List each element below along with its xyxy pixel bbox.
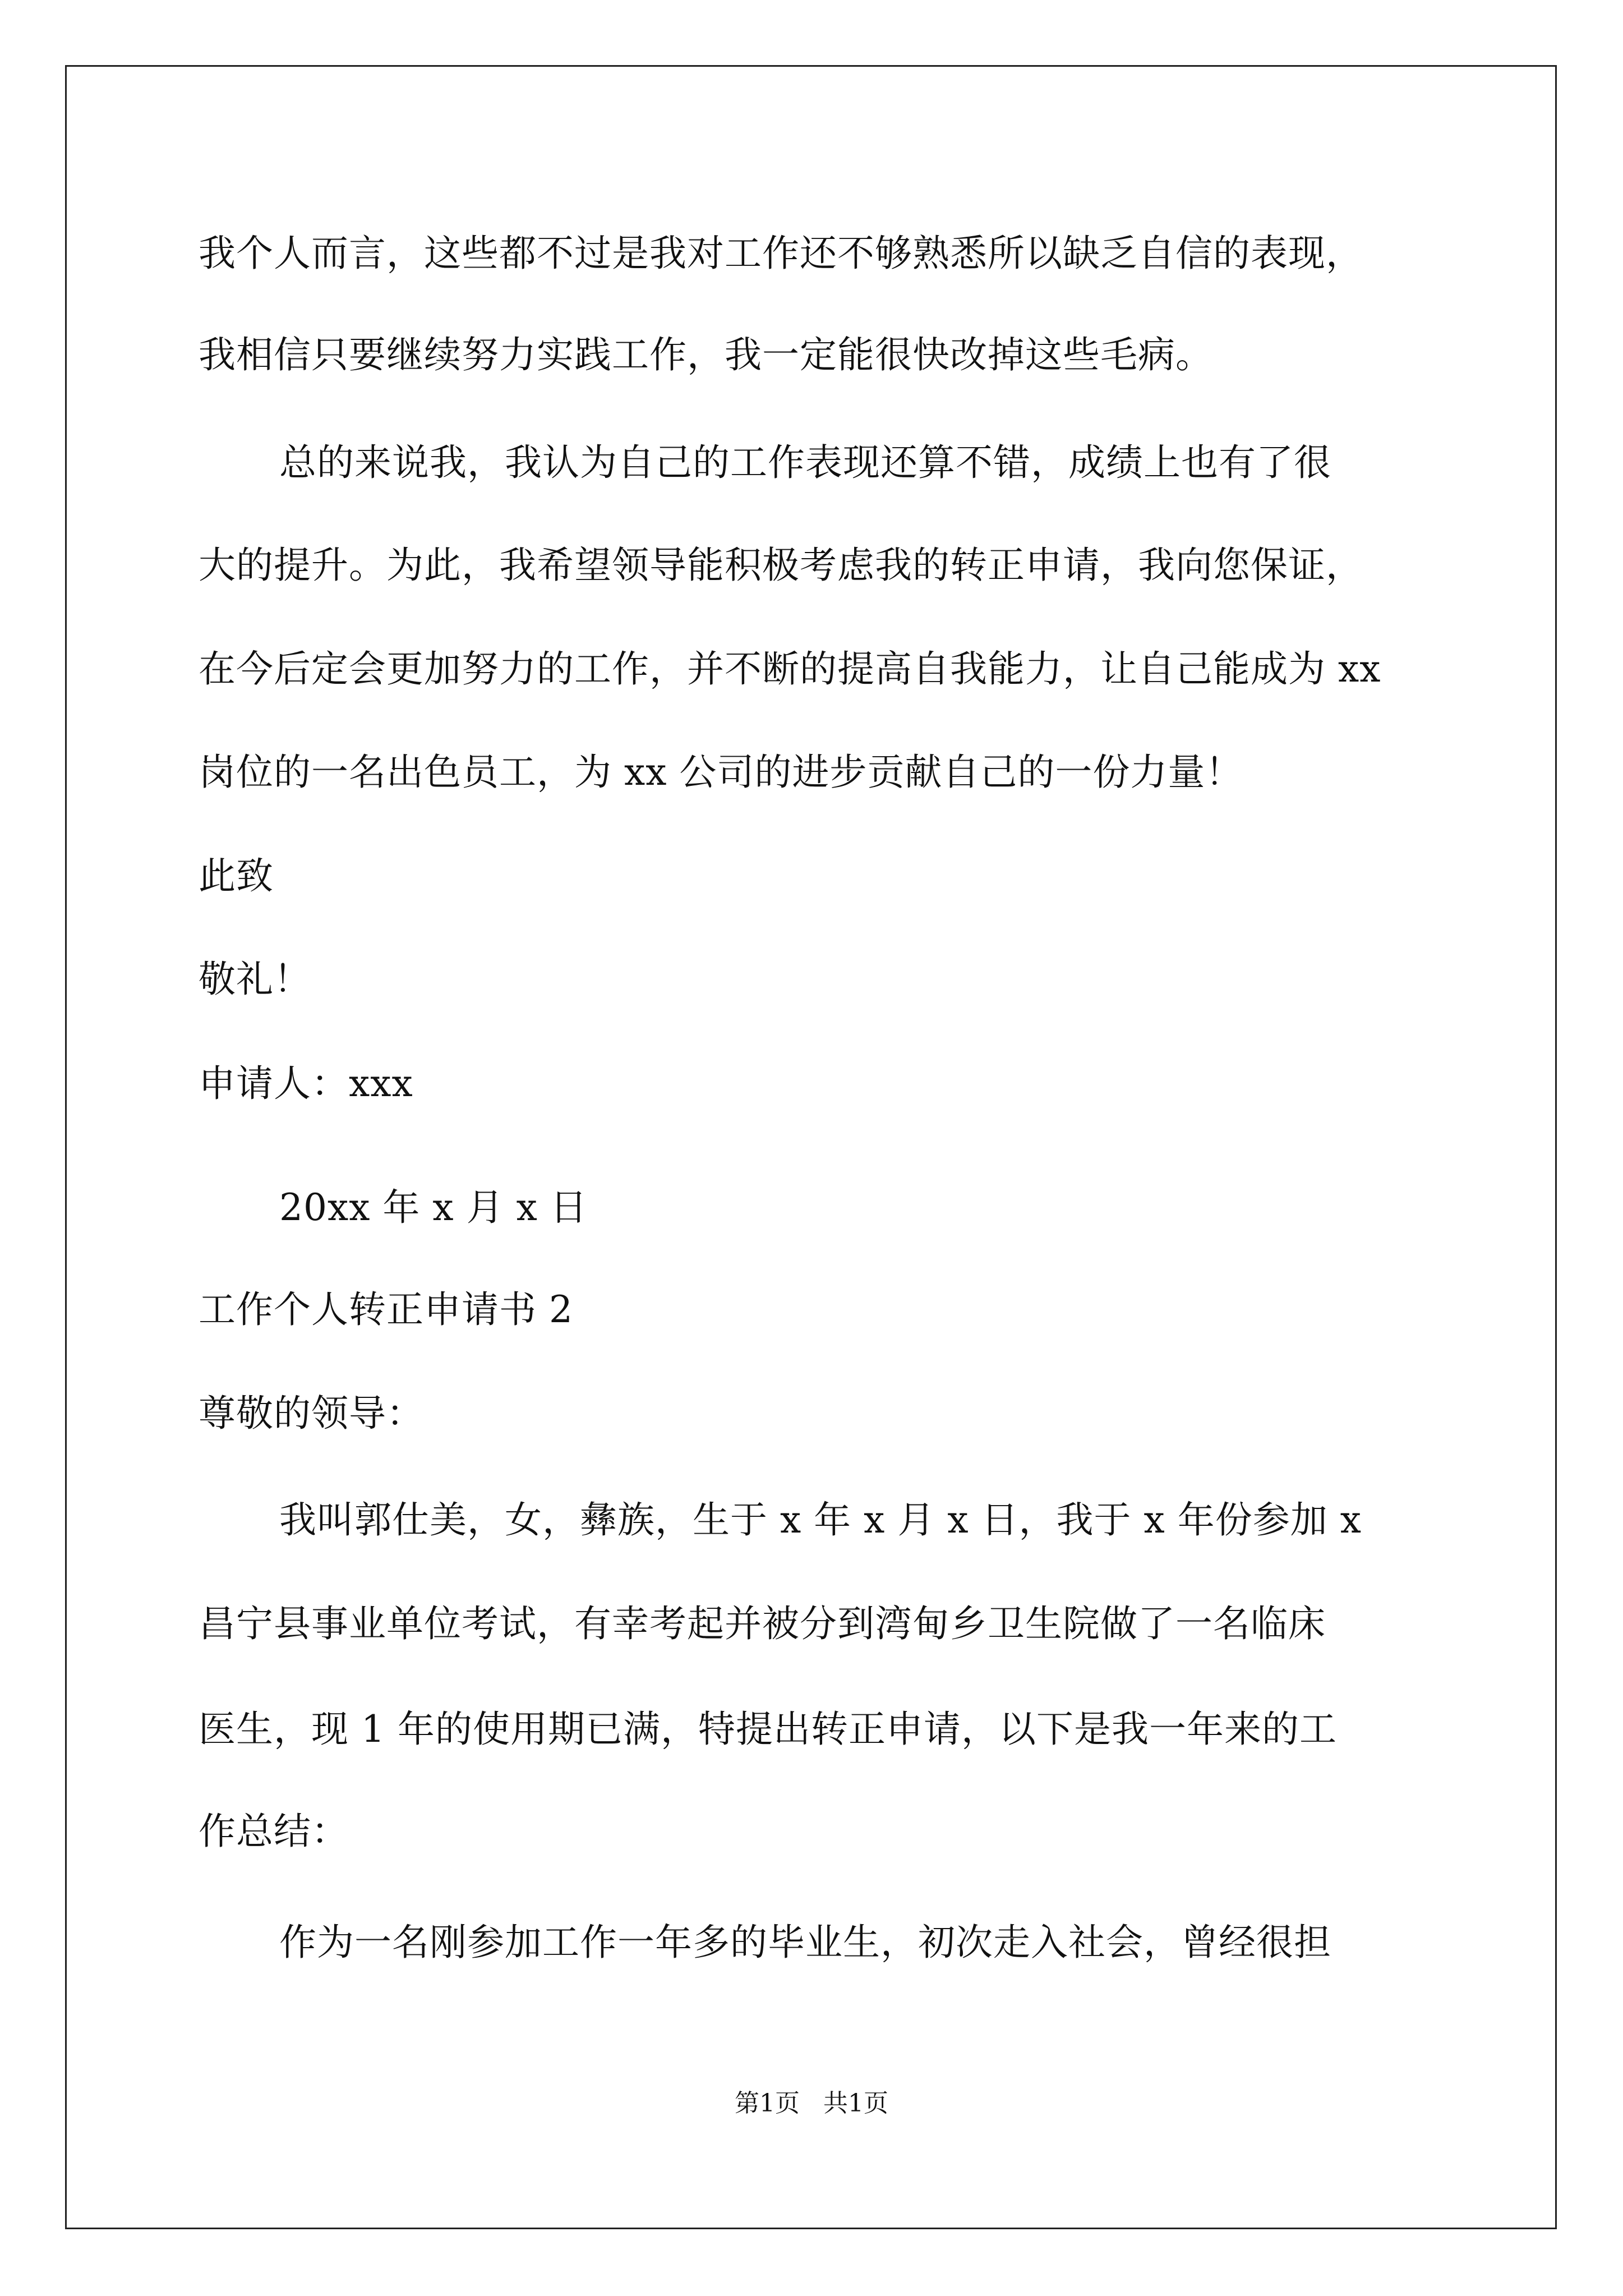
closing-salutation: 此致 (199, 854, 274, 898)
body-text-line: 在今后定会更加努力的工作，并不断的提高自我能力，让自己能成为 xx (199, 647, 1381, 691)
body-text-line: 我个人而言，这些都不过是我对工作还不够熟悉所以缺乏自信的表现， (199, 232, 1363, 275)
page-number-footer: 第1页 共1页 (735, 2089, 888, 2118)
page-border (65, 65, 1557, 2229)
body-text-line: 医生，现 1 年的使用期已满，特提出转正申请，以下是我一年来的工 (199, 1708, 1337, 1751)
paragraph-first-line: 作为一名刚参加工作一年多的毕业生，初次走入社会，曾经很担 (279, 1921, 1331, 1964)
body-text-line: 昌宁县事业单位考试，有幸考起并被分到湾甸乡卫生院做了一名临床 (199, 1602, 1326, 1645)
closing-regards: 敬礼！ (199, 958, 311, 1001)
applicant-signature: 申请人：xxx (199, 1062, 413, 1105)
body-text-line: 作总结： (199, 1810, 349, 1853)
signature-date: 20xx 年 x 月 x 日 (279, 1186, 588, 1229)
paragraph-first-line: 我叫郭仕美，女，彝族，生于 x 年 x 月 x 日，我于 x 年份参加 x (279, 1498, 1362, 1542)
body-text-line: 岗位的一名出色员工，为 xx 公司的进步贡献自己的一份力量！ (199, 751, 1243, 794)
greeting: 尊敬的领导： (199, 1392, 424, 1435)
section-title: 工作个人转正申请书 2 (199, 1288, 573, 1331)
paragraph-first-line: 总的来说我，我认为自己的工作表现还算不错，成绩上也有了很 (279, 441, 1331, 484)
body-text-line: 我相信只要继续努力实践工作，我一定能很快改掉这些毛病。 (199, 333, 1213, 376)
body-text-line: 大的提升。为此，我希望领导能积极考虑我的转正申请，我向您保证， (199, 544, 1363, 587)
